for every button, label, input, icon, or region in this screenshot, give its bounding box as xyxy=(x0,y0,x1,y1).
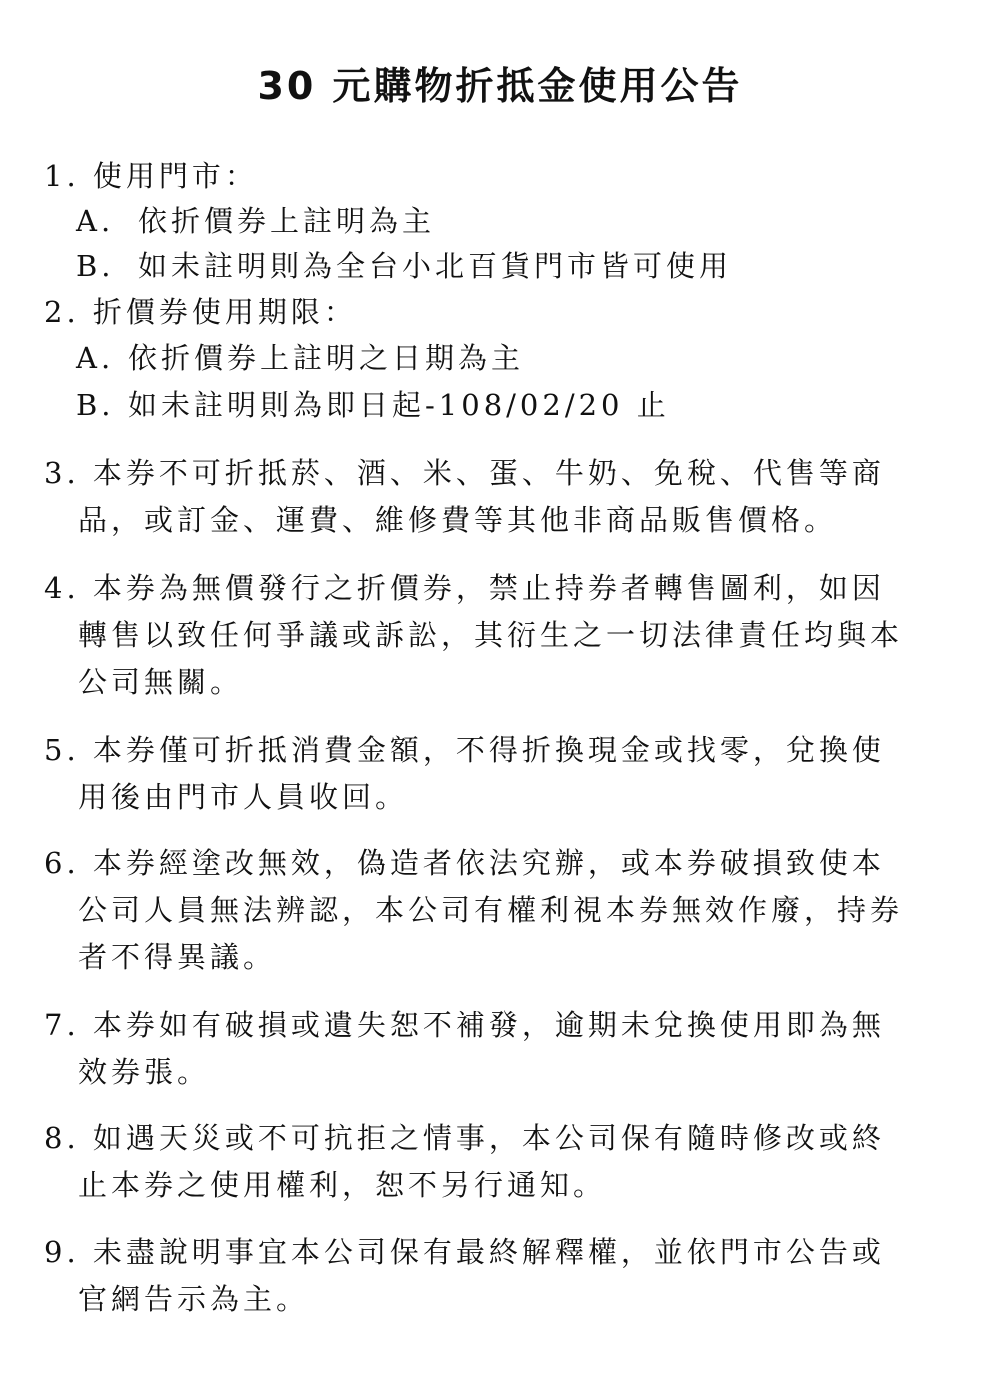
item-heading: 使用門市： xyxy=(92,159,258,193)
item-number: 9. xyxy=(44,1235,80,1269)
item-6-line-1 xyxy=(44,843,885,883)
item-1-heading-line xyxy=(44,156,258,196)
subitem-text: 如未註明則為全台小北百貨門市皆可使用 xyxy=(138,249,733,283)
item-9-line-2: 官網告示為主。 xyxy=(78,1282,310,1316)
subitem-text: 依折價券上註明之日期為主 xyxy=(128,341,525,375)
item-5-line-2: 用後由門市人員收回。 xyxy=(78,780,409,814)
item-4-line-3: 公司無關。 xyxy=(78,665,244,699)
page-title: 30 元購物折抵金使用公告 xyxy=(257,64,743,108)
item-number: 6. xyxy=(44,846,80,880)
item-text: 如遇天災或不可抗拒之情事，本公司保有隨時修改或終 xyxy=(92,1121,885,1155)
subitem-text: 依折價券上註明為主 xyxy=(138,204,436,238)
item-7-line-1 xyxy=(44,1005,885,1045)
item-text: 本券僅可折抵消費金額，不得折換現金或找零，兌換使 xyxy=(92,733,885,767)
item-5-line-1 xyxy=(44,730,885,770)
item-7-line-2: 效券張。 xyxy=(78,1055,211,1089)
item-1-subitem-b xyxy=(76,246,732,286)
item-text: 本券為無價發行之折價券，禁止持券者轉售圖利，如因 xyxy=(92,571,885,605)
item-4-line-1 xyxy=(44,568,885,608)
item-2-heading-line xyxy=(44,292,357,332)
item-3-line-1 xyxy=(44,453,885,493)
item-heading: 折價券使用期限： xyxy=(92,295,357,329)
item-number: 8. xyxy=(44,1121,80,1155)
item-3-line-2: 品，或訂金、運費、維修費等其他非商品販售價格。 xyxy=(78,503,838,537)
item-text: 未盡說明事宜本公司保有最終解釋權，並依門市公告或 xyxy=(92,1235,885,1269)
item-number: 7. xyxy=(44,1008,80,1042)
subitem-letter: B. xyxy=(76,249,115,283)
item-4-line-2: 轉售以致任何爭議或訴訟，其衍生之一切法律責任均與本 xyxy=(78,618,904,652)
item-text: 本券如有破損或遺失恕不補發，逾期未兌換使用即為無 xyxy=(92,1008,885,1042)
item-6-line-3: 者不得異議。 xyxy=(78,940,277,974)
item-9-line-1 xyxy=(44,1232,885,1272)
item-number: 5. xyxy=(44,733,80,767)
item-number: 1. xyxy=(44,159,80,193)
item-1-subitem-a xyxy=(76,201,435,241)
item-number: 4. xyxy=(44,571,80,605)
item-number: 2. xyxy=(44,295,80,329)
item-6-line-2: 公司人員無法辨認，本公司有權利視本券無效作廢，持券 xyxy=(78,893,904,927)
item-2-subitem-b xyxy=(76,385,670,425)
subitem-text: 如未註明則為即日起-108/02/20 止 xyxy=(128,388,670,422)
item-number: 3. xyxy=(44,456,80,490)
item-8-line-2: 止本券之使用權利，恕不另行通知。 xyxy=(78,1168,607,1202)
item-text: 本券不可折抵菸、酒、米、蛋、牛奶、免稅、代售等商 xyxy=(92,456,885,490)
subitem-letter: A. xyxy=(76,341,115,375)
subitem-letter: B. xyxy=(76,388,115,422)
item-2-subitem-a xyxy=(76,338,524,378)
subitem-letter: A. xyxy=(76,204,115,238)
item-text: 本券經塗改無效，偽造者依法究辦，或本券破損致使本 xyxy=(92,846,885,880)
item-8-line-1 xyxy=(44,1118,885,1158)
